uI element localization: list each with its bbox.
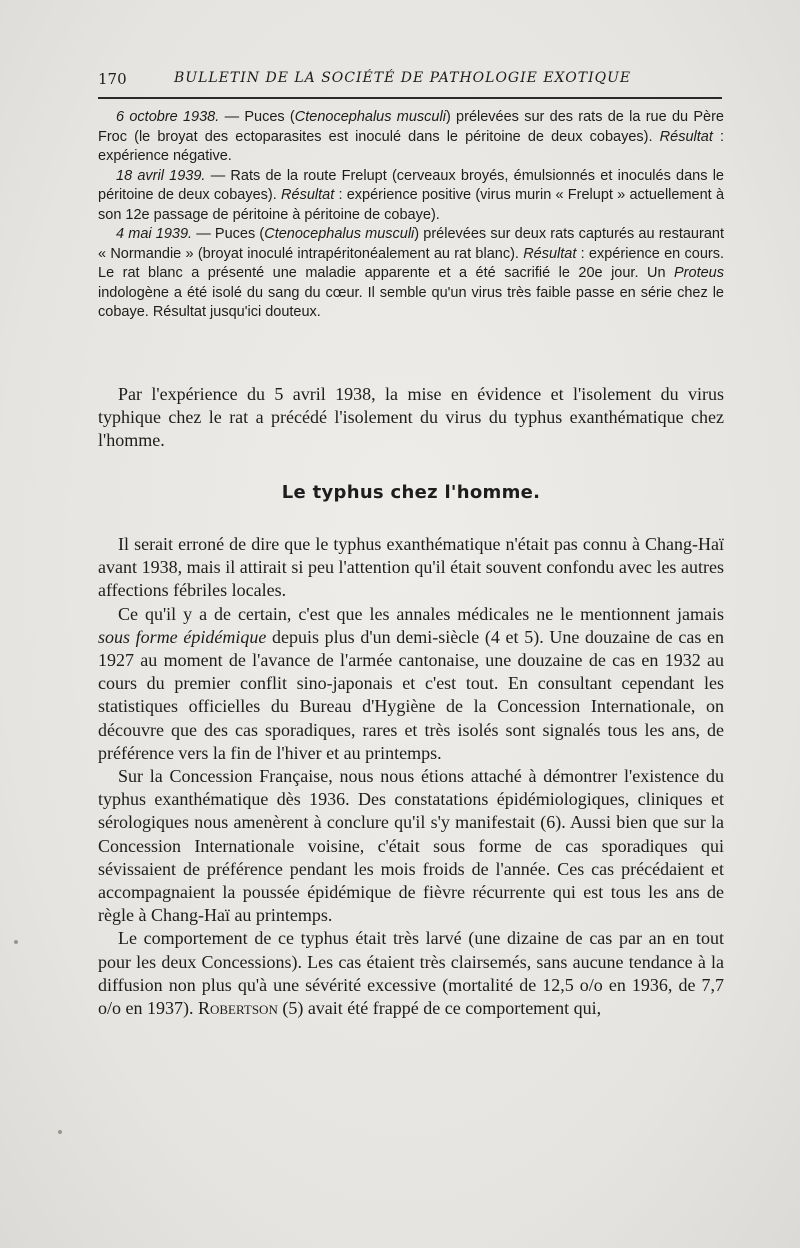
- print-speck: [58, 1130, 62, 1134]
- note-date: 6 octobre 1938.: [116, 109, 220, 125]
- section-heading: Le typhus chez l'homme.: [281, 482, 541, 503]
- paragraph: Sur la Concession Française, nous nous étions attaché à démontrer l'existence du typhus exanthématique dès 1936. Des constatations épidémiologiques, cliniques et sérologiques nous amenèrent à conclure qu'il s'y manifestait (6). Aussi bien que sur la Concession Internationale voisine, c'était sous forme de cas sporadiques qui sévissaient de préférence pendant les mois froids de l'année. Ces cas précédaient et accompagnaient la poussée épidémique de fièvre récurrente qui est tous les ans de règle à Chang-Haï au printemps.: [98, 766, 724, 926]
- note-entry: 18 avril 1939. — Rats de la route Frelupt (cerveaux broyés, émulsionnés et inoculés dans le péritoine de deux cobayes). Résultat : expérience positive (virus murin « Frelupt » actuellement à son 12e passage de péritoine à péritoine de cobaye).: [98, 167, 725, 223]
- note-entry: 4 mai 1939. — Puces (Ctenocephalus musculi) prélevées sur deux rats capturés au restaurant « Normandie » (broyat inoculé intrapéritonéalement au rat blanc). Résultat : expérience en cours. Le rat blanc a présenté une maladie apparente et a été sacrifié le 20e jour. Un Proteus indologène a été isolé du sang du cœur. Il semble qu'un virus très faible passe en série chez le cobaye. Résultat jusqu'ici douteux.: [98, 226, 724, 320]
- paragraph: Ce qu'il y a de certain, c'est que les annales médicales ne le mentionnent jamais sous forme épidémique depuis plus d'un demi-siècle (4 et 5). Une douzaine de cas en 1927 au moment de l'avance de l'armée cantonaise, une douzaine de cas en 1932 au cours du premier conflit sino-japonais et c'est tout. En consultant cependant les statistiques officielles du Bureau d'Hygiène de la Concession Internationale, on découvre que des cas sporadiques, rares et très isolés sont signalés tous les ans, de préférence vers la fin de l'hiver et au printemps.: [98, 603, 724, 763]
- paragraph: Il serait erroné de dire que le typhus exanthématique n'était pas connu à Chang-Haï avant 1938, mais il attirait si peu l'attention qu'il était souvent confondu avec les autres affections fébriles locales.: [98, 534, 724, 601]
- note-entry: 6 octobre 1938. — Puces (Ctenocephalus musculi) prélevées sur des rats de la rue du Père Froc (le broyat des ectoparasites est inoculé dans le péritoine de deux cobayes). Résultat : expérience négative.: [98, 109, 725, 164]
- experiment-notes: [98, 108, 724, 323]
- page-number: 170: [98, 70, 127, 88]
- note-date: 18 avril 1939.: [116, 167, 206, 184]
- running-title: BULLETIN DE LA SOCIÉTÉ DE PATHOLOGIE EXOTIQUE: [174, 70, 632, 86]
- intro-block: [98, 383, 724, 453]
- print-speck: [14, 940, 18, 944]
- main-text: [98, 533, 724, 1020]
- page-header: [98, 64, 724, 92]
- author-name: Robertson: [197, 998, 278, 1019]
- note-date: 4 mai 1939.: [116, 226, 193, 242]
- header-rule: [98, 97, 722, 99]
- intro-paragraph: Par l'expérience du 5 avril 1938, la mise en évidence et l'isolement du virus typhique chez le rat a précédé l'isolement du virus du typhus exanthématique chez l'homme.: [98, 384, 724, 451]
- paragraph: Le comportement de ce typhus était très larvé (une dizaine de cas par an en tout pour les deux Concessions). Les cas étaient très clairsemés, sans aucune tendance à la diffusion non plus qu'à une sévérité excessive (mortalité de 12,5 o/o en 1936, de 7,7 o/o en 1937). Robertson (5) avait été frappé de ce comportement qui,: [98, 928, 724, 1019]
